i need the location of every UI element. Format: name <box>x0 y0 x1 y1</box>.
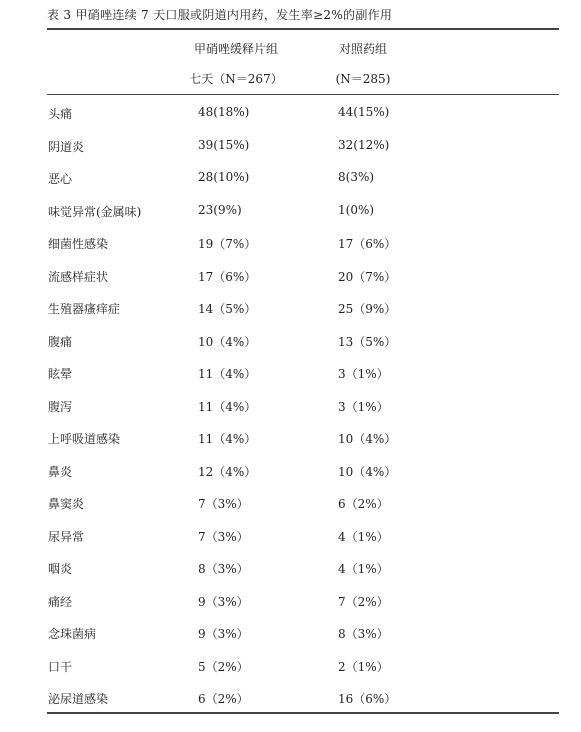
row-name: 腹痛 <box>48 334 73 349</box>
group2-value: 6（2%） <box>338 497 389 511</box>
table-row <box>0 620 581 653</box>
group2-value: 25（9%） <box>338 302 397 316</box>
row-name: 腹泻 <box>48 399 73 414</box>
group1-value: 17（6%） <box>198 269 257 284</box>
group2-value: 4（1%） <box>338 562 389 576</box>
group2-value: 10（4%） <box>338 432 397 446</box>
group1-value: 19（7%） <box>198 237 257 251</box>
table-row <box>0 165 581 198</box>
table-row <box>0 425 581 458</box>
table-row <box>0 523 581 556</box>
table-row <box>0 263 581 296</box>
table-row <box>0 490 581 523</box>
group2-value: 8(3%) <box>338 170 375 184</box>
row-name: 恶心 <box>48 172 73 186</box>
group2-value: 2（1%） <box>338 659 389 674</box>
group2-value: 3（1%） <box>338 367 389 381</box>
table-body <box>0 100 581 718</box>
group1-value: 10（4%） <box>198 334 257 349</box>
table-caption: 表 3 甲硝唑连续 7 天口服或阴道内用药，发生率≥2%的副作用 <box>47 8 393 22</box>
group2-header: 对照药组 <box>338 42 387 56</box>
group2-value: 13（5%） <box>338 334 397 349</box>
group2-value: 44(15%) <box>338 105 390 119</box>
group1-value: 39(15%) <box>198 137 250 152</box>
table-row <box>0 555 581 588</box>
row-name: 口干 <box>48 659 73 674</box>
table-row <box>0 100 581 133</box>
row-name: 生殖器瘙痒症 <box>48 302 121 316</box>
table-row <box>0 588 581 621</box>
table-row <box>0 198 581 231</box>
table-row <box>0 328 581 361</box>
group2-value: 20（7%） <box>338 269 397 284</box>
bottom-rule <box>47 712 559 714</box>
row-name: 流感样症状 <box>48 269 109 284</box>
row-name: 细菌性感染 <box>48 237 109 251</box>
row-name: 头痛 <box>48 107 73 121</box>
group1-value: 48(18%) <box>198 105 250 119</box>
table-row <box>0 295 581 328</box>
group2-value: 1(0%) <box>338 202 375 217</box>
group2-value: 8（3%） <box>338 627 389 641</box>
table-row <box>0 360 581 393</box>
group1-value: 7（3%） <box>198 529 249 544</box>
table-row <box>0 133 581 166</box>
group1-value: 11（4%） <box>198 367 257 381</box>
row-name: 鼻窦炎 <box>48 497 85 511</box>
row-name: 尿异常 <box>48 529 85 544</box>
row-name: 念珠菌病 <box>48 627 97 641</box>
row-name: 味觉异常(金属味) <box>48 204 142 219</box>
group1-value: 8（3%） <box>198 562 249 576</box>
table-row <box>0 393 581 426</box>
group2-value: 10（4%） <box>338 464 397 479</box>
group1-value: 14（5%） <box>198 302 257 316</box>
group2-value: 32(12%) <box>338 137 390 152</box>
group2-value: 7（2%） <box>338 594 389 609</box>
row-name: 阴道炎 <box>48 139 85 154</box>
row-name: 眩晕 <box>48 367 73 381</box>
row-name: 鼻炎 <box>48 464 73 479</box>
header-rule <box>47 94 559 95</box>
group1-value: 11（4%） <box>198 432 257 446</box>
group1-value: 9（3%） <box>198 594 249 609</box>
row-name: 痛经 <box>48 594 73 609</box>
group1-header: 甲硝唑缓释片组 <box>193 42 278 56</box>
group1-value: 7（3%） <box>198 497 249 511</box>
group1-value: 11（4%） <box>198 399 257 414</box>
group2-subheader: (N＝285) <box>335 72 391 86</box>
group1-value: 12（4%） <box>198 464 257 479</box>
table-row <box>0 458 581 491</box>
group1-subheader: 七天（N＝267） <box>189 72 283 86</box>
row-name: 咽炎 <box>48 562 73 576</box>
row-name: 上呼吸道感染 <box>48 432 121 446</box>
group2-value: 16（6%） <box>338 692 397 706</box>
group1-value: 28(10%) <box>198 170 250 184</box>
group2-value: 4（1%） <box>338 529 389 544</box>
table-row <box>0 653 581 686</box>
group1-value: 5（2%） <box>198 659 249 674</box>
group2-value: 3（1%） <box>338 399 389 414</box>
group2-value: 17（6%） <box>338 237 397 251</box>
group1-value: 9（3%） <box>198 627 249 641</box>
row-name: 泌尿道感染 <box>48 692 109 706</box>
group1-value: 23(9%) <box>198 202 242 217</box>
table-row <box>0 230 581 263</box>
group1-value: 6（2%） <box>198 692 249 706</box>
top-rule <box>47 28 559 30</box>
